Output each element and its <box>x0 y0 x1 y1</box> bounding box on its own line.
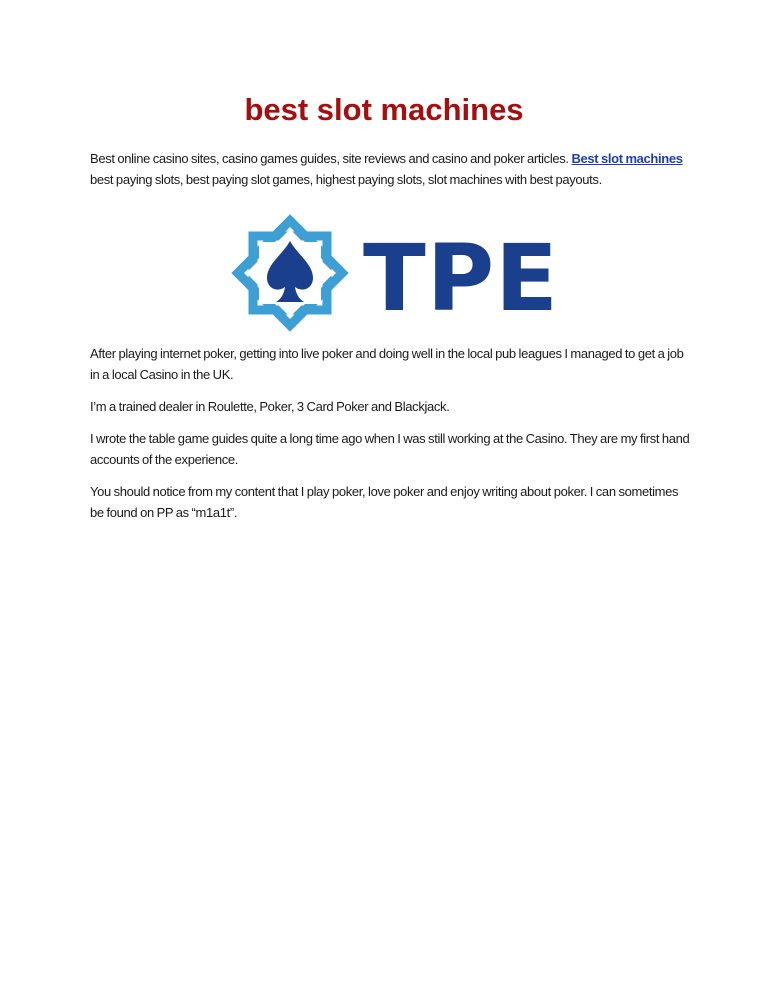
page-title: best slot machines <box>244 92 524 127</box>
body-paragraph-4: You should notice from my content that I play poker, love poker and enjoy writing about poker. I can sometimes be found on PP as “m1a1t”. <box>90 484 679 520</box>
intro-text: Best online casino sites, casino games guides, site reviews and casino and poker articles. <box>90 151 572 166</box>
spade-badge-icon <box>238 221 343 326</box>
best-slot-machines-link[interactable]: Best slot machines <box>571 151 683 166</box>
intro-paragraph <box>90 148 690 190</box>
intro-text-continued: best paying slots, best paying slot games, highest paying slots, slot machines with best payouts. <box>90 172 602 187</box>
tpe-logo-graphic <box>235 216 560 332</box>
tpe-logo <box>235 216 560 332</box>
body-paragraph-1: After playing internet poker, getting into live poker and doing well in the local pub leagues I managed to get a job in a local Casino in the UK. <box>90 346 684 382</box>
body-paragraph-2: I’m a trained dealer in Roulette, Poker, 3 Card Poker and Blackjack. <box>90 399 450 414</box>
tpe-logo-text: TPE <box>363 225 560 332</box>
body-paragraph-3: I wrote the table game guides quite a long time ago when I was still working at the Casino. They are my first hand accounts of the experience. <box>90 431 690 467</box>
